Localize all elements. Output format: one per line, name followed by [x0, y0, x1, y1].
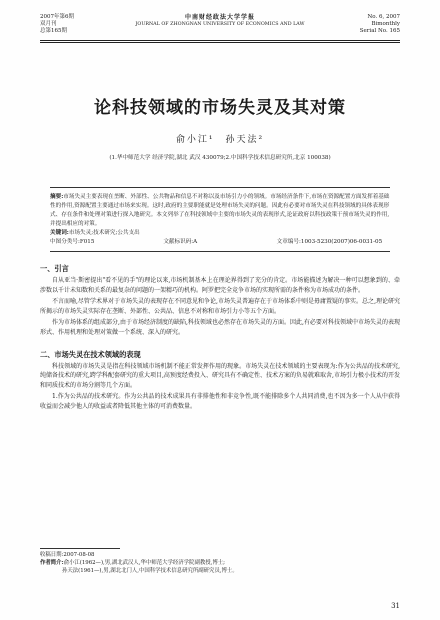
header-rule-thin: [40, 42, 400, 43]
article-affiliation: (1.华中师范大学 经济学院,湖北 武汉 430079;2.中国科学技术信息研究所,北京 100038): [109, 155, 331, 161]
body-paragraph: 不言而喻,尽管学术界对于市场失灵的表现存在不同意见和争论,市场失灵普遍存在于市场体系中则是毋庸置疑的事实。总之,理论研究所揭示的市场失灵实际存在垄断、外部性、公共品、信息不对称和市场引力小等五个方面。: [40, 298, 400, 315]
classification-line: [50, 238, 390, 247]
journal-name-en: JOURNAL OF ZHONGNAN UNIVERSITY OF ECONOMICS AND LAW: [135, 22, 305, 27]
keywords-label: 关键词:: [50, 230, 69, 236]
article-title: 论科技领域的市场失灵及其对策: [94, 98, 346, 118]
frequency-line: 双月刊: [40, 21, 57, 27]
footnote: [40, 548, 400, 575]
abstract-text: 市场失灵主要表现在垄断、外部性、公共物品和信息不对称以及市场引力小的领域。市场经济条件下,市场在资源配置方面发挥着基础性的作用,资源配置主要通过市场来实现。这时,政府的主要职能就是处理市场失灵的问题。因此有必要对市场失灵在科技领域的具体表现形式、存在条件和处理对策进行探入地研究。本文列举了在科技领域中主要的市场失灵的表现形式,论证政府以科技政策干预市场失灵的作用,并提出相应的对策。: [50, 194, 390, 227]
author-bio-text-1: 俞小江(1962—),男,湖北武汉人,华中师范大学经济学院副教授,博士;: [63, 560, 225, 566]
body-paragraph: 科技领域的市场失灵是指在科技领域市场机制不能正常发挥作用的现象。市场失灵在技术领域的主要表现为:作为公共品的技术研究,纯储备技术的研究,跨学科配套研究的重大项目,高预度经费投入、研究具有不确定性、技术方案的负易就难取舍,市场引力极小技术的开发和同质技术的市场分割等几个方面。: [40, 362, 400, 389]
abstract: [50, 193, 390, 229]
issue-line-en: No. 6, 2007: [367, 14, 400, 20]
keywords: [50, 229, 390, 238]
journal-name-cn: 中南财经政法大学学报: [184, 14, 255, 21]
issue-info-right: [330, 14, 400, 35]
article-authors: 俞小江¹ 孙天法²: [175, 135, 265, 145]
author-bio-1: [40, 559, 400, 567]
footnote-rule: [40, 548, 120, 549]
page-number: 31: [391, 602, 400, 610]
section-heading-intro: 一、引言: [40, 264, 69, 273]
issue-line: 2007年第6期: [40, 14, 74, 20]
article-number: 文章编号:1003-5230(2007)06-0031-05: [276, 239, 383, 245]
abstract-block: [50, 187, 390, 252]
clc-code: 中图分类号:F015: [50, 239, 95, 245]
body-paragraph: 作为市场体系的组成部分,由于市场经济制度的缺陷,科技领域也必然存在市场失灵的方面。因此,有必要对科技领域中市场失灵的表现形式、作用机理和处理对策做一个系统、深入的研究。: [40, 319, 400, 336]
abstract-label: 摘要:: [50, 194, 64, 200]
received-date: 收稿日期:2007-08-08: [40, 552, 95, 558]
running-header: [40, 14, 400, 35]
serial-line-en: Serial No. 165: [359, 28, 400, 34]
keywords-text: 市场失灵;技术研究;公共支出: [68, 230, 140, 236]
header-rule: [40, 40, 400, 41]
document-code: 文献标识码:A: [163, 239, 198, 245]
frequency-line-en: Bimonthly: [371, 21, 400, 27]
author-bio-2: 孙天法(1961—),男,湖北北门人,中国科学技术信息研究所副研究员,博士。: [62, 568, 238, 574]
journal-name: [110, 14, 330, 28]
body-paragraph: 自从亚当·斯密提出"看不见的手"的理论以来,市场机制基本上在理论界得到了充分的肯定。市场能描述为解决一种可以想象到的、牵涉数以千计未知数和关系的最复杂的问题的一架精巧的机构。阿罗把完全竞争市场的实现所需的条件称为市场成功的条件。: [40, 277, 400, 294]
serial-line: 总第165期: [40, 28, 67, 34]
body-paragraph: 1.作为公共品的技术研究。作为公共品的技术成果具有非排他性和非竞争性,既不能排除多个人共同消费,也不因为多一个人从中获得收益而会减少他人的收益或者降低其他主体的可消费数量。: [40, 393, 400, 410]
section-heading-market-failure: 二、市场失灵在技术领域的表现: [40, 349, 141, 359]
author-bio-label: 作者简介:: [40, 560, 64, 566]
issue-info-left: [40, 14, 110, 35]
